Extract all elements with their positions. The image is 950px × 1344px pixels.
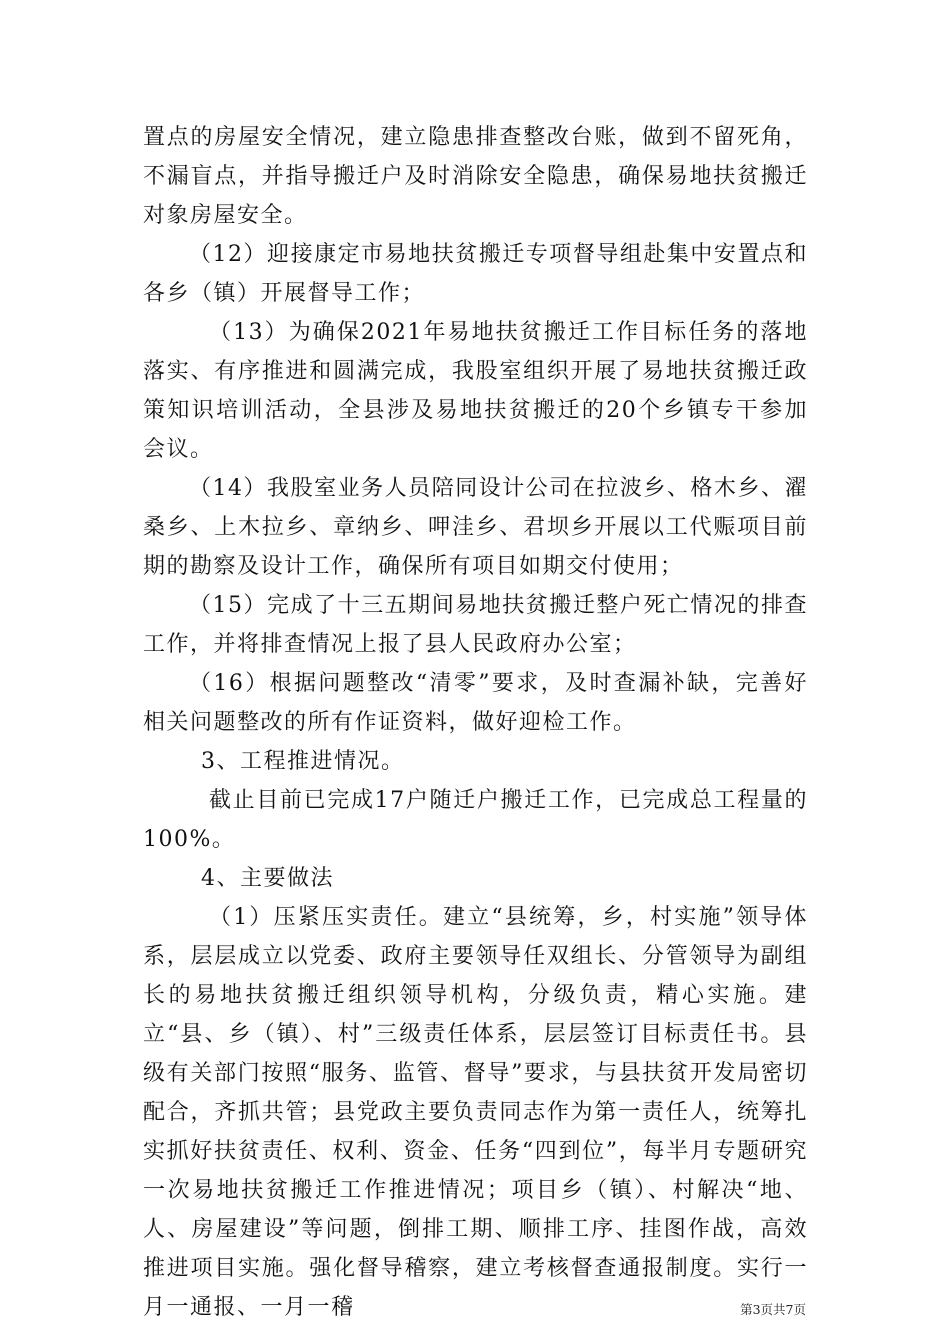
paragraph-item-15: （15）完成了十三五期间易地扶贫搬迁整户死亡情况的排查工作，并将排查情况上报了县人民政府办公室； xyxy=(143,593,808,657)
paragraph-progress: 截止目前已完成17户随迁户搬迁工作，已完成总工程量的100%。 xyxy=(143,788,808,852)
paragraph-continuation: 置点的房屋安全情况，建立隐患排查整改台账，做到不留死角，不漏盲点，并指导搬迁户及时消除安全隐患，确保易地扶贫搬迁对象房屋安全。 xyxy=(143,125,808,228)
document-body xyxy=(143,118,808,1327)
paragraph-item-14: （14）我股室业务人员陪同设计公司在拉波乡、格木乡、濯桑乡、上木拉乡、章纳乡、呷洼乡、君坝乡开展以工代赈项目前期的勘察及设计工作，确保所有项目如期交付使用； xyxy=(143,476,808,579)
paragraph-item-12: （12）迎接康定市易地扶贫搬迁专项督导组赴集中安置点和各乡（镇）开展督导工作； xyxy=(143,242,808,306)
page-number: 第3页共7页 xyxy=(740,1302,806,1317)
section-heading-3: 3、工程推进情况。 xyxy=(201,749,405,774)
paragraph-item-16: （16）根据问题整改“清零”要求，及时查漏补缺，完善好相关问题整改的所有作证资料，做好迎检工作。 xyxy=(143,671,808,735)
paragraph-item-13: （13）为确保2021年易地扶贫搬迁工作目标任务的落地落实、有序推进和圆满完成，我股室组织开展了易地扶贫搬迁政策知识培训活动，全县涉及易地扶贫搬迁的20个乡镇专干参加会议。 xyxy=(143,320,808,462)
section-heading-4: 4、主要做法 xyxy=(201,866,334,891)
paragraph-method-1: （1）压紧压实责任。建立“县统筹，乡，村实施”领导体系，层层成立以党委、政府主要领导任双组长、分管领导为副组长的易地扶贫搬迁组织领导机构，分级负责，精心实施。建立“县、乡（镇）、村”三级责任体系，层层签订目标责任书。县级有关部门按照“服务、监管、督导”要求，与县扶贫开发局密切配合，齐抓共管；县党政主要负责同志作为第一责任人，统筹扎实抓好扶贫责任、权利、资金、任务“四到位”，每半月专题研究一次易地扶贫搬迁工作推进情况；项目乡（镇）、村解决“地、人、房屋建设”等问题，倒排工期、顺排工序、挂图作战，高效推进项目实施。强化督导稽察，建立考核督查通报制度。实行一月一通报、一月一稽 xyxy=(143,905,808,1320)
